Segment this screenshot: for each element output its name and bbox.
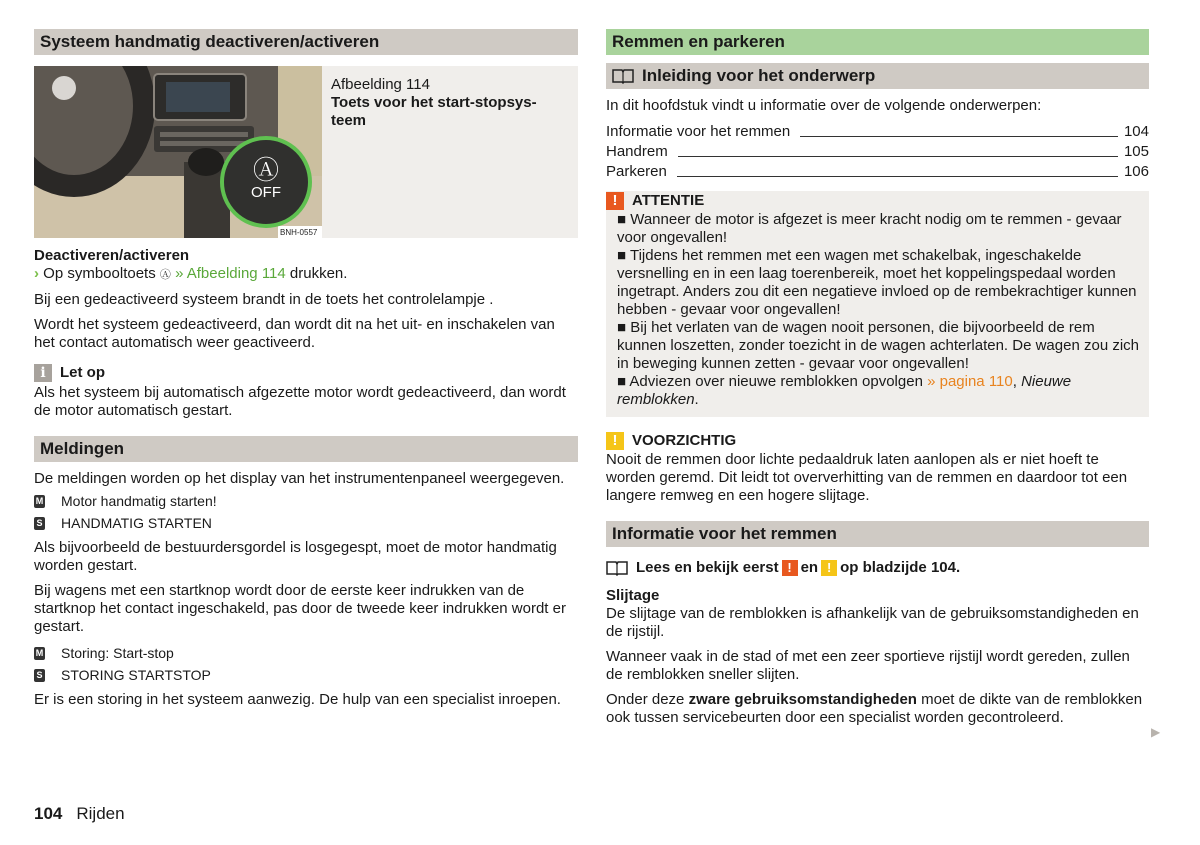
note-text: Als het systeem bij automatisch afgezette motor wordt gedeactiveerd, dan wordt de motor automatisch gestart. — [34, 384, 566, 419]
attentie-bullet: ■ Wanneer de motor is afgezet is meer kracht nodig om te remmen - gevaar voor ongevallen! — [617, 211, 1122, 246]
paragraph-city: Wanneer vaak in de stad of met een zeer sportieve rijstijl wordt gereden, zullen de remblokken sneller slijten. — [606, 648, 1130, 683]
toc-leader — [678, 156, 1118, 157]
paragraph-control-lamp: Bij een gedeactiveerd systeem brandt in de toets het controlelampje . — [34, 291, 494, 308]
step-text: Op symbooltoets — [43, 265, 156, 282]
message-text: HANDMATIG STARTEN — [61, 515, 212, 531]
attentie-title: ATTENTIE — [632, 192, 705, 209]
slijtage-heading: Slijtage — [606, 587, 660, 604]
warning-icon: ! — [606, 192, 624, 210]
toc-list — [606, 121, 1149, 181]
toc-label: Parkeren — [606, 163, 667, 180]
message-row-s — [34, 514, 578, 532]
note-header — [34, 364, 578, 382]
caution-icon: ! — [821, 560, 837, 576]
right-column — [606, 29, 1149, 727]
step-suffix: drukken. — [289, 265, 348, 282]
read-suffix: op bladzijde 104. — [840, 559, 961, 576]
read-mid: en — [800, 559, 819, 576]
intro-header — [606, 63, 1149, 89]
voorzichtig-header — [606, 431, 1149, 451]
intro-text: In dit hoofdstuk vindt u informatie over de volgende onderwerpen: — [606, 97, 1042, 114]
voorzichtig-text: Nooit de remmen door lichte pedaaldruk laten aanlopen als er niet hoeft te worden geremd. Dit leidt tot oververhitting van de remmen en daardoor tot een langere remweg en een hogere slijtage. — [606, 451, 1128, 504]
toc-item[interactable] — [606, 161, 1149, 181]
paragraph-seatbelt: Als bijvoorbeeld de bestuurdersgordel is losgegespt, moet de motor handmatig worden gestart. — [34, 539, 557, 574]
book-icon — [612, 68, 634, 84]
toc-item[interactable] — [606, 121, 1149, 141]
paragraph-fault: Er is een storing in het systeem aanwezig. De hulp van een specialist inroepen. — [34, 691, 561, 708]
segment-display-icon: S — [34, 517, 45, 530]
figure-caption — [322, 66, 537, 238]
toc-leader — [677, 176, 1118, 177]
figure-114 — [34, 66, 578, 238]
page-footer — [34, 805, 125, 823]
message-text: STORING STARTSTOP — [61, 667, 211, 683]
figure-caption-line2: teem — [331, 112, 367, 129]
book-icon — [606, 560, 628, 576]
message-row-m — [34, 644, 578, 662]
figure-caption-line1: Toets voor het start-stopsys- — [331, 94, 537, 111]
heavy-bold: zware gebruiksomstandigheden — [688, 691, 917, 708]
intro-title: Inleiding voor het onderwerp — [642, 66, 876, 85]
paragraph-startbutton: Bij wagens met een startknop wordt door de eerste keer indrukken van de startknop het contact ingeschakeld, pas door de tweede keer indrukken wordt er gestart. — [34, 582, 566, 635]
maxi-dot-icon: M — [35, 647, 44, 658]
meldingen-intro: De meldingen worden op het display van het instrumentenpaneel weergegeven. — [34, 470, 565, 487]
continue-arrow-icon: ▶ — [1151, 725, 1161, 739]
bullet-text: ■ Adviezen over nieuwe remblokken opvolgen — [617, 373, 923, 390]
attentie-box — [606, 191, 1149, 417]
attentie-body — [606, 211, 1139, 409]
message-text: Motor handmatig starten! — [61, 493, 217, 509]
dashboard-image — [34, 66, 322, 238]
toc-leader — [800, 136, 1118, 137]
heavy-prefix: Onder deze — [606, 691, 685, 708]
toc-label: Informatie voor het remmen — [606, 123, 791, 140]
off-label: OFF — [251, 184, 281, 201]
figure-label: Afbeelding 114 — [331, 76, 430, 93]
message-row-s — [34, 666, 578, 684]
attentie-bullet: ■ Bij het verlaten van de wagen nooit personen, die bijvoorbeeld de rem kunnen loszetten, zonder toezicht in de wagen achterlaten. De wagen zou zich in beweging kunnen zetten - gevaar voor ongevallen! — [617, 319, 1139, 372]
voorzichtig-title: VOORZICHTIG — [632, 432, 737, 449]
message-row-m — [34, 492, 578, 510]
auto-a-icon: Ⓐ — [252, 155, 279, 185]
left-column — [34, 29, 578, 709]
section-title-meldingen: Meldingen — [34, 436, 578, 462]
deactivate-step — [34, 265, 578, 284]
step-arrow-icon: › — [34, 265, 39, 282]
toc-item[interactable] — [606, 141, 1149, 161]
read-prefix: Lees en bekijk eerst — [636, 559, 779, 576]
read-first-line — [606, 559, 1149, 577]
figure-code: BNH-0557 — [280, 228, 318, 237]
warning-icon: ! — [782, 560, 798, 576]
section-title-informatie: Informatie voor het remmen — [606, 521, 1149, 547]
note-title: Let op — [60, 364, 105, 381]
new-pads-reference: Nieuwe remblokken — [617, 373, 1072, 408]
page-110-link[interactable]: » pagina 110 — [927, 373, 1013, 390]
section-title-remmen: Remmen en parkeren — [606, 29, 1149, 55]
attentie-header — [606, 191, 1139, 211]
segment-display-icon: S — [34, 669, 45, 682]
maxi-dot-icon: M — [35, 495, 44, 506]
paragraph-heavy — [606, 691, 1149, 727]
heavy-suffix: moet de dikte van de remblokken ook tussen servicebeurten door een specialist worden gecontroleerd. — [606, 691, 1143, 726]
info-icon: i — [34, 364, 52, 382]
start-stop-off-button — [220, 136, 312, 228]
attentie-bullet: ■ Adviezen over nieuwe remblokken opvolgen » pagina 110, Nieuwe remblokken. — [617, 373, 1072, 408]
toc-page: 105 — [1123, 143, 1149, 160]
caution-icon: ! — [606, 432, 624, 450]
auto-off-symbol-icon: Ⓐ — [159, 269, 171, 281]
paragraph-reactivate: Wordt het systeem gedeactiveerd, dan wordt dit na het uit- en inschakelen van het contact automatisch weer geactiveerd. — [34, 316, 555, 351]
deactivate-heading: Deactiveren/activeren — [34, 247, 190, 264]
figure-114-link[interactable]: » Afbeelding 114 — [175, 265, 286, 282]
section-title-deactivate: Systeem handmatig deactiveren/activeren — [34, 29, 578, 55]
chapter-name: Rijden — [76, 804, 125, 823]
slijtage-text: De slijtage van de remblokken is afhankelijk van de gebruiksomstandigheden en de rijstijl. — [606, 605, 1139, 640]
toc-page: 104 — [1123, 123, 1149, 140]
toc-label: Handrem — [606, 143, 668, 160]
message-text: Storing: Start-stop — [61, 645, 174, 661]
toc-page: 106 — [1123, 163, 1149, 180]
page-number: 104 — [34, 804, 63, 823]
attentie-bullet: ■ Tijdens het remmen met een wagen met schakelbak, ingeschakelde versnelling en in een laag toerenbereik, moet het koppelingspedaal worden ingetrapt. Anders zou dit een negatieve invloed op de rembekrachtiger kunnen hebben - gevaar voor ongevallen! — [617, 247, 1137, 318]
